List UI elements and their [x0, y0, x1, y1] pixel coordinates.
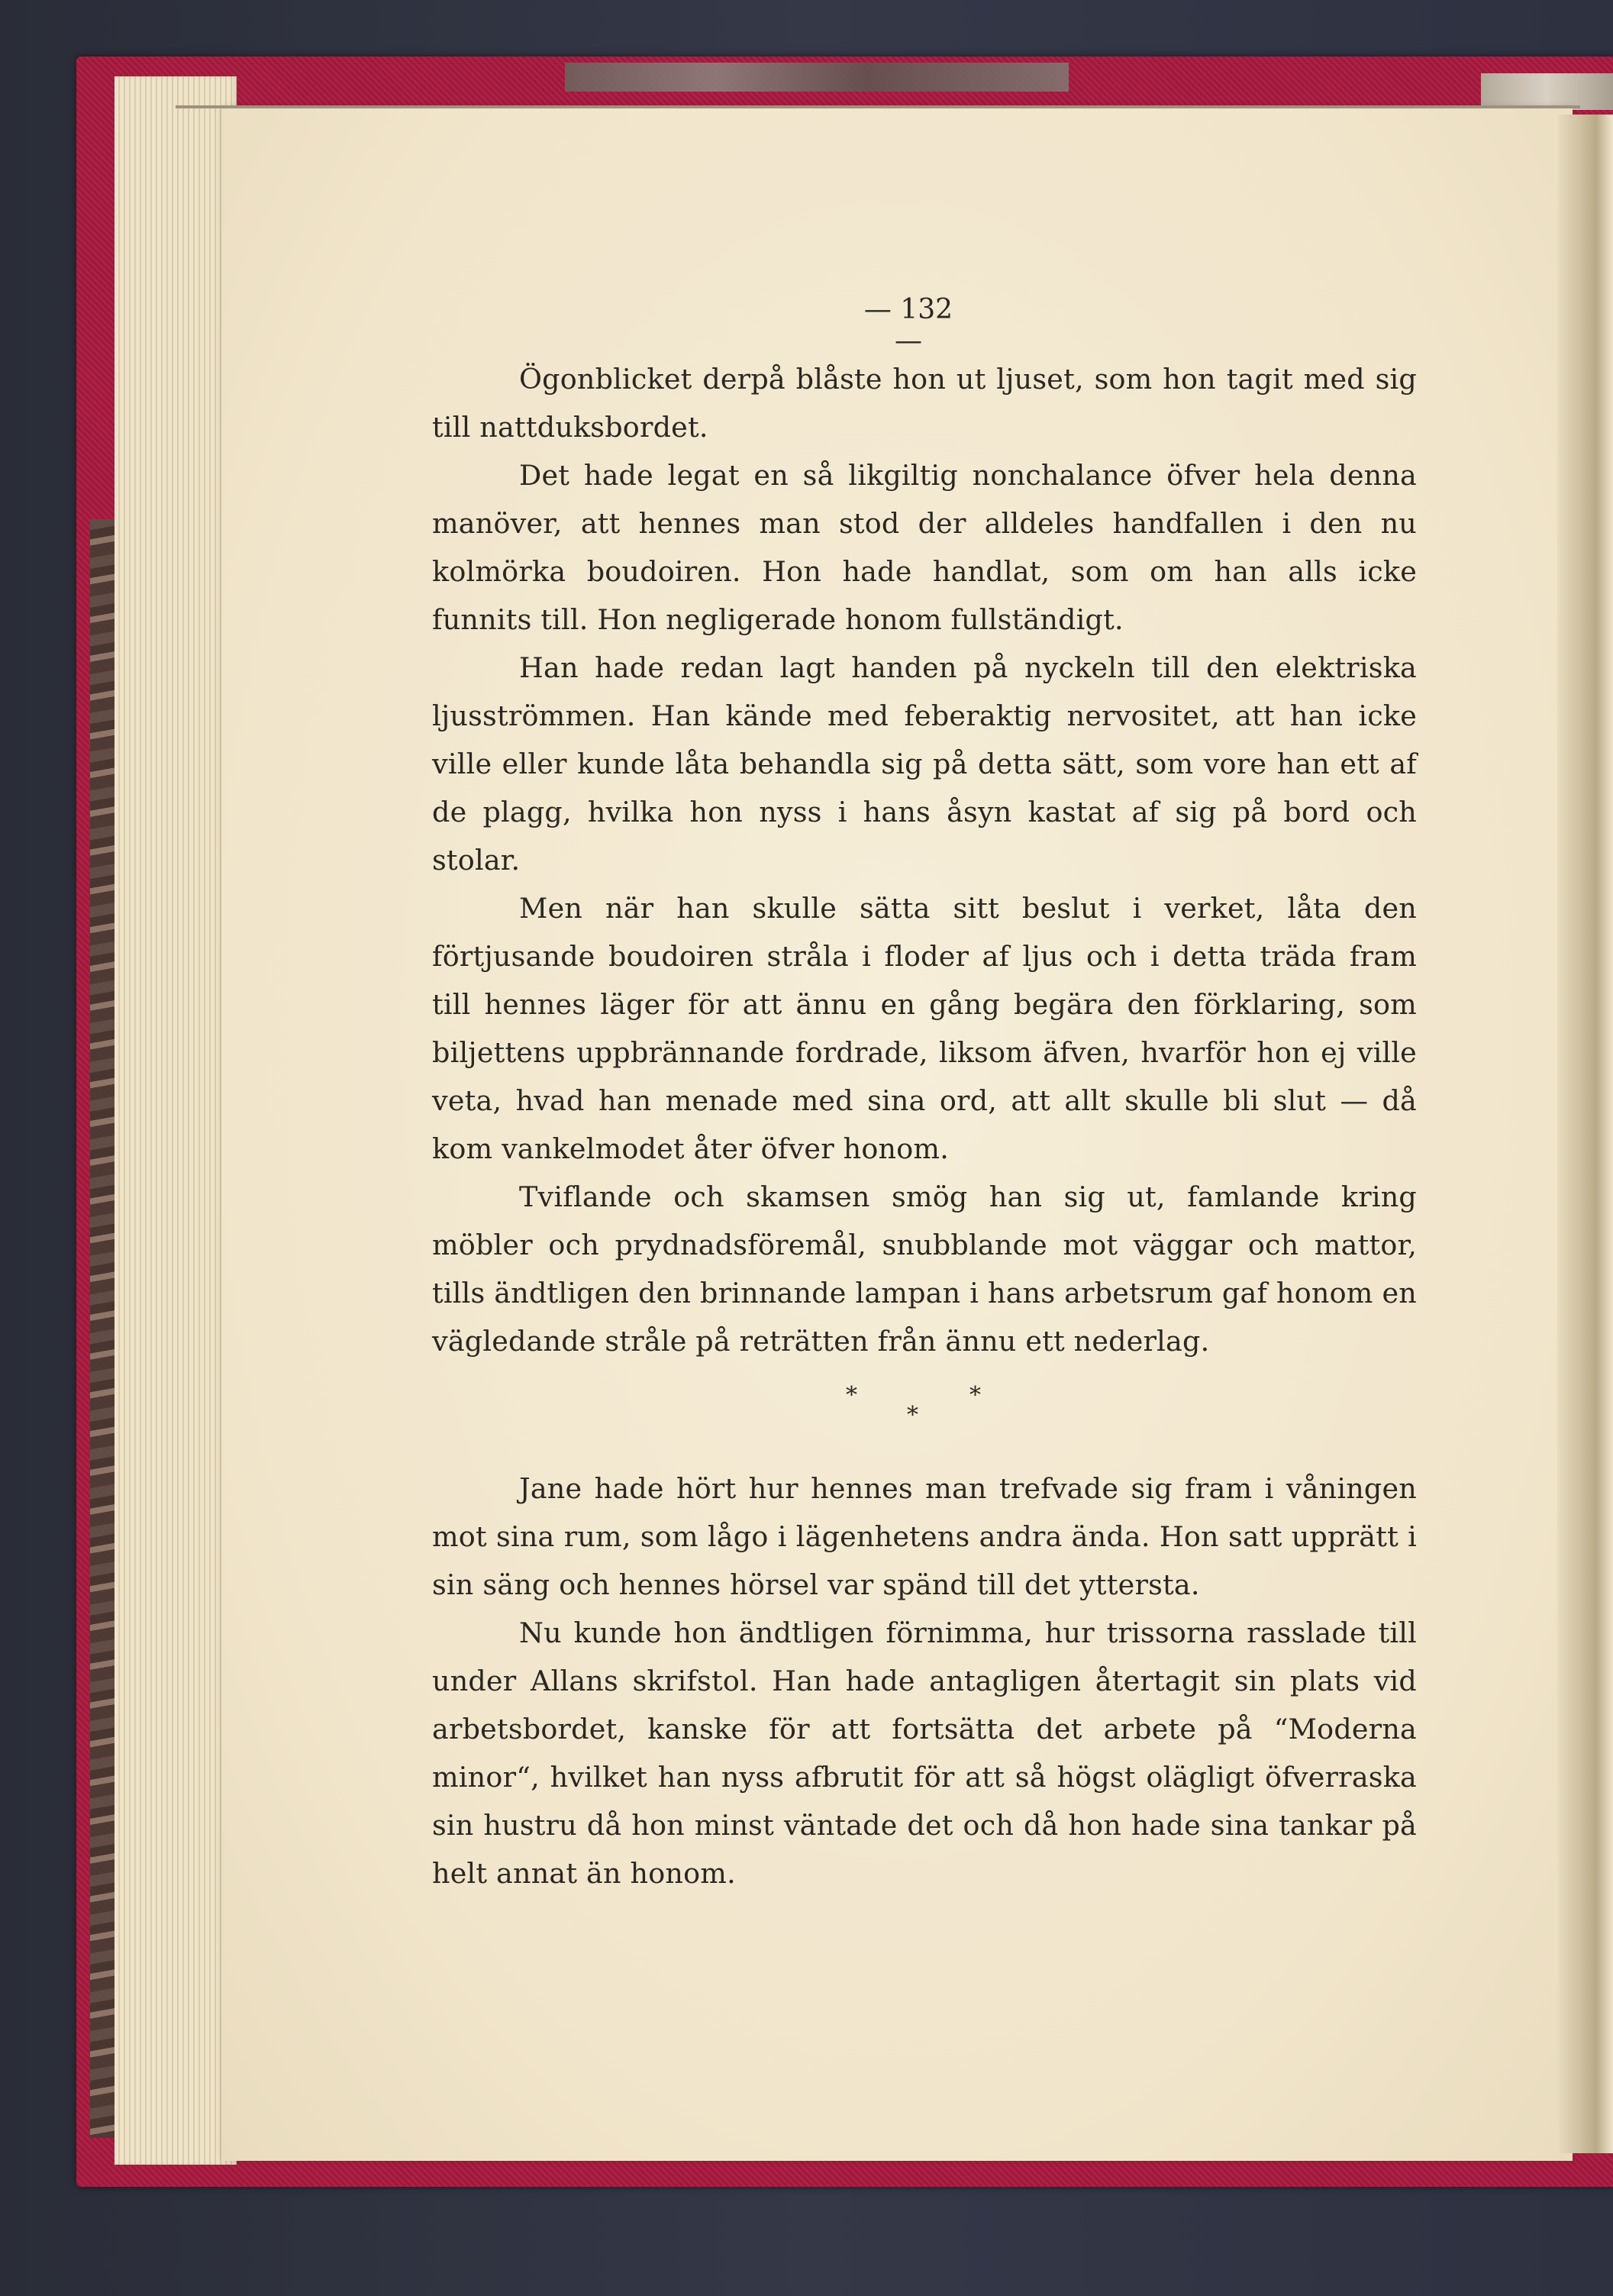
cover-top-right-edge — [1481, 73, 1613, 110]
paragraph: Det hade legat en så likgiltig nonchalance öfver hela denna manöver, att hennes man stod der alldeles handfallen i den nu kolmörka boudoiren. Hon hade handlat, som om han alls icke funnits till. Hon negligerade honom fullständigt. — [432, 459, 1417, 636]
page-top-edge — [176, 105, 1580, 108]
paragraph: Han hade redan lagt handen på nyckeln till den elektriska ljusströmmen. Han kände med feberaktig nervositet, att han icke ville eller kunde låta behandla sig på detta sätt, som vore han ett af de plagg, hvilka hon nyss i hans åsyn kastat af sig på bord och stolar. — [432, 651, 1417, 877]
marbled-edge — [90, 519, 116, 2138]
body-text — [432, 286, 1417, 1897]
paragraph: Men när han skulle sätta sitt beslut i verket, låta den förtjusande boudoiren stråla i floder af ljus och i detta träda fram till hennes läger för att ännu en gång begära den förklaring, som biljettens uppbrännande fordrade, liksom äfven, hvarför hon ej ville veta, hvad han menade med sina ord, att allt skulle bli slut — då kom vankelmodet åter öfver honom. — [432, 892, 1417, 1165]
page-edges — [115, 76, 237, 2165]
paragraph: Nu kunde hon ändtligen förnimma, hur trissorna rasslade till under Allans skrifstol. Han hade antagligen återtagit sin plats vid arbetsbordet, kanske för att fortsätta det arbete på “Moderna minor“, hvilket han nyss afbrutit för att så högst olägligt öfverraska sin hustru då hon minst väntade det och då hon hade sina tankar på helt annat än honom. — [432, 1616, 1417, 1890]
asterism-divider — [432, 1368, 1417, 1464]
page-number: — 132 — — [863, 294, 953, 357]
paragraph: Jane hade hört hur hennes man trefvade sig fram i våningen mot sina rum, som lågo i lägenhetens andra ända. Hon satt upprätt i sin säng och hennes hörsel var spänd till det yttersta. — [432, 1472, 1417, 1601]
paragraph: Tviflande och skamsen smög han sig ut, famlande kring möbler och prydnadsföremål, snubblande mot väggar och mattor, tills ändtligen den brinnande lampan i hans arbetsrum gaf honom en vägledande stråle på reträtten från ännu ett nederlag. — [432, 1180, 1417, 1358]
asterism-star: * — [846, 1382, 858, 1409]
cover-top-band — [565, 63, 1069, 92]
paragraph: Ögonblicket derpå blåste hon ut ljuset, som hon tagit med sig till nattduksbordet. — [432, 363, 1417, 444]
asterism-star: * — [969, 1382, 982, 1409]
asterism-star: * — [907, 1402, 919, 1429]
page-gutter — [1557, 115, 1613, 2153]
